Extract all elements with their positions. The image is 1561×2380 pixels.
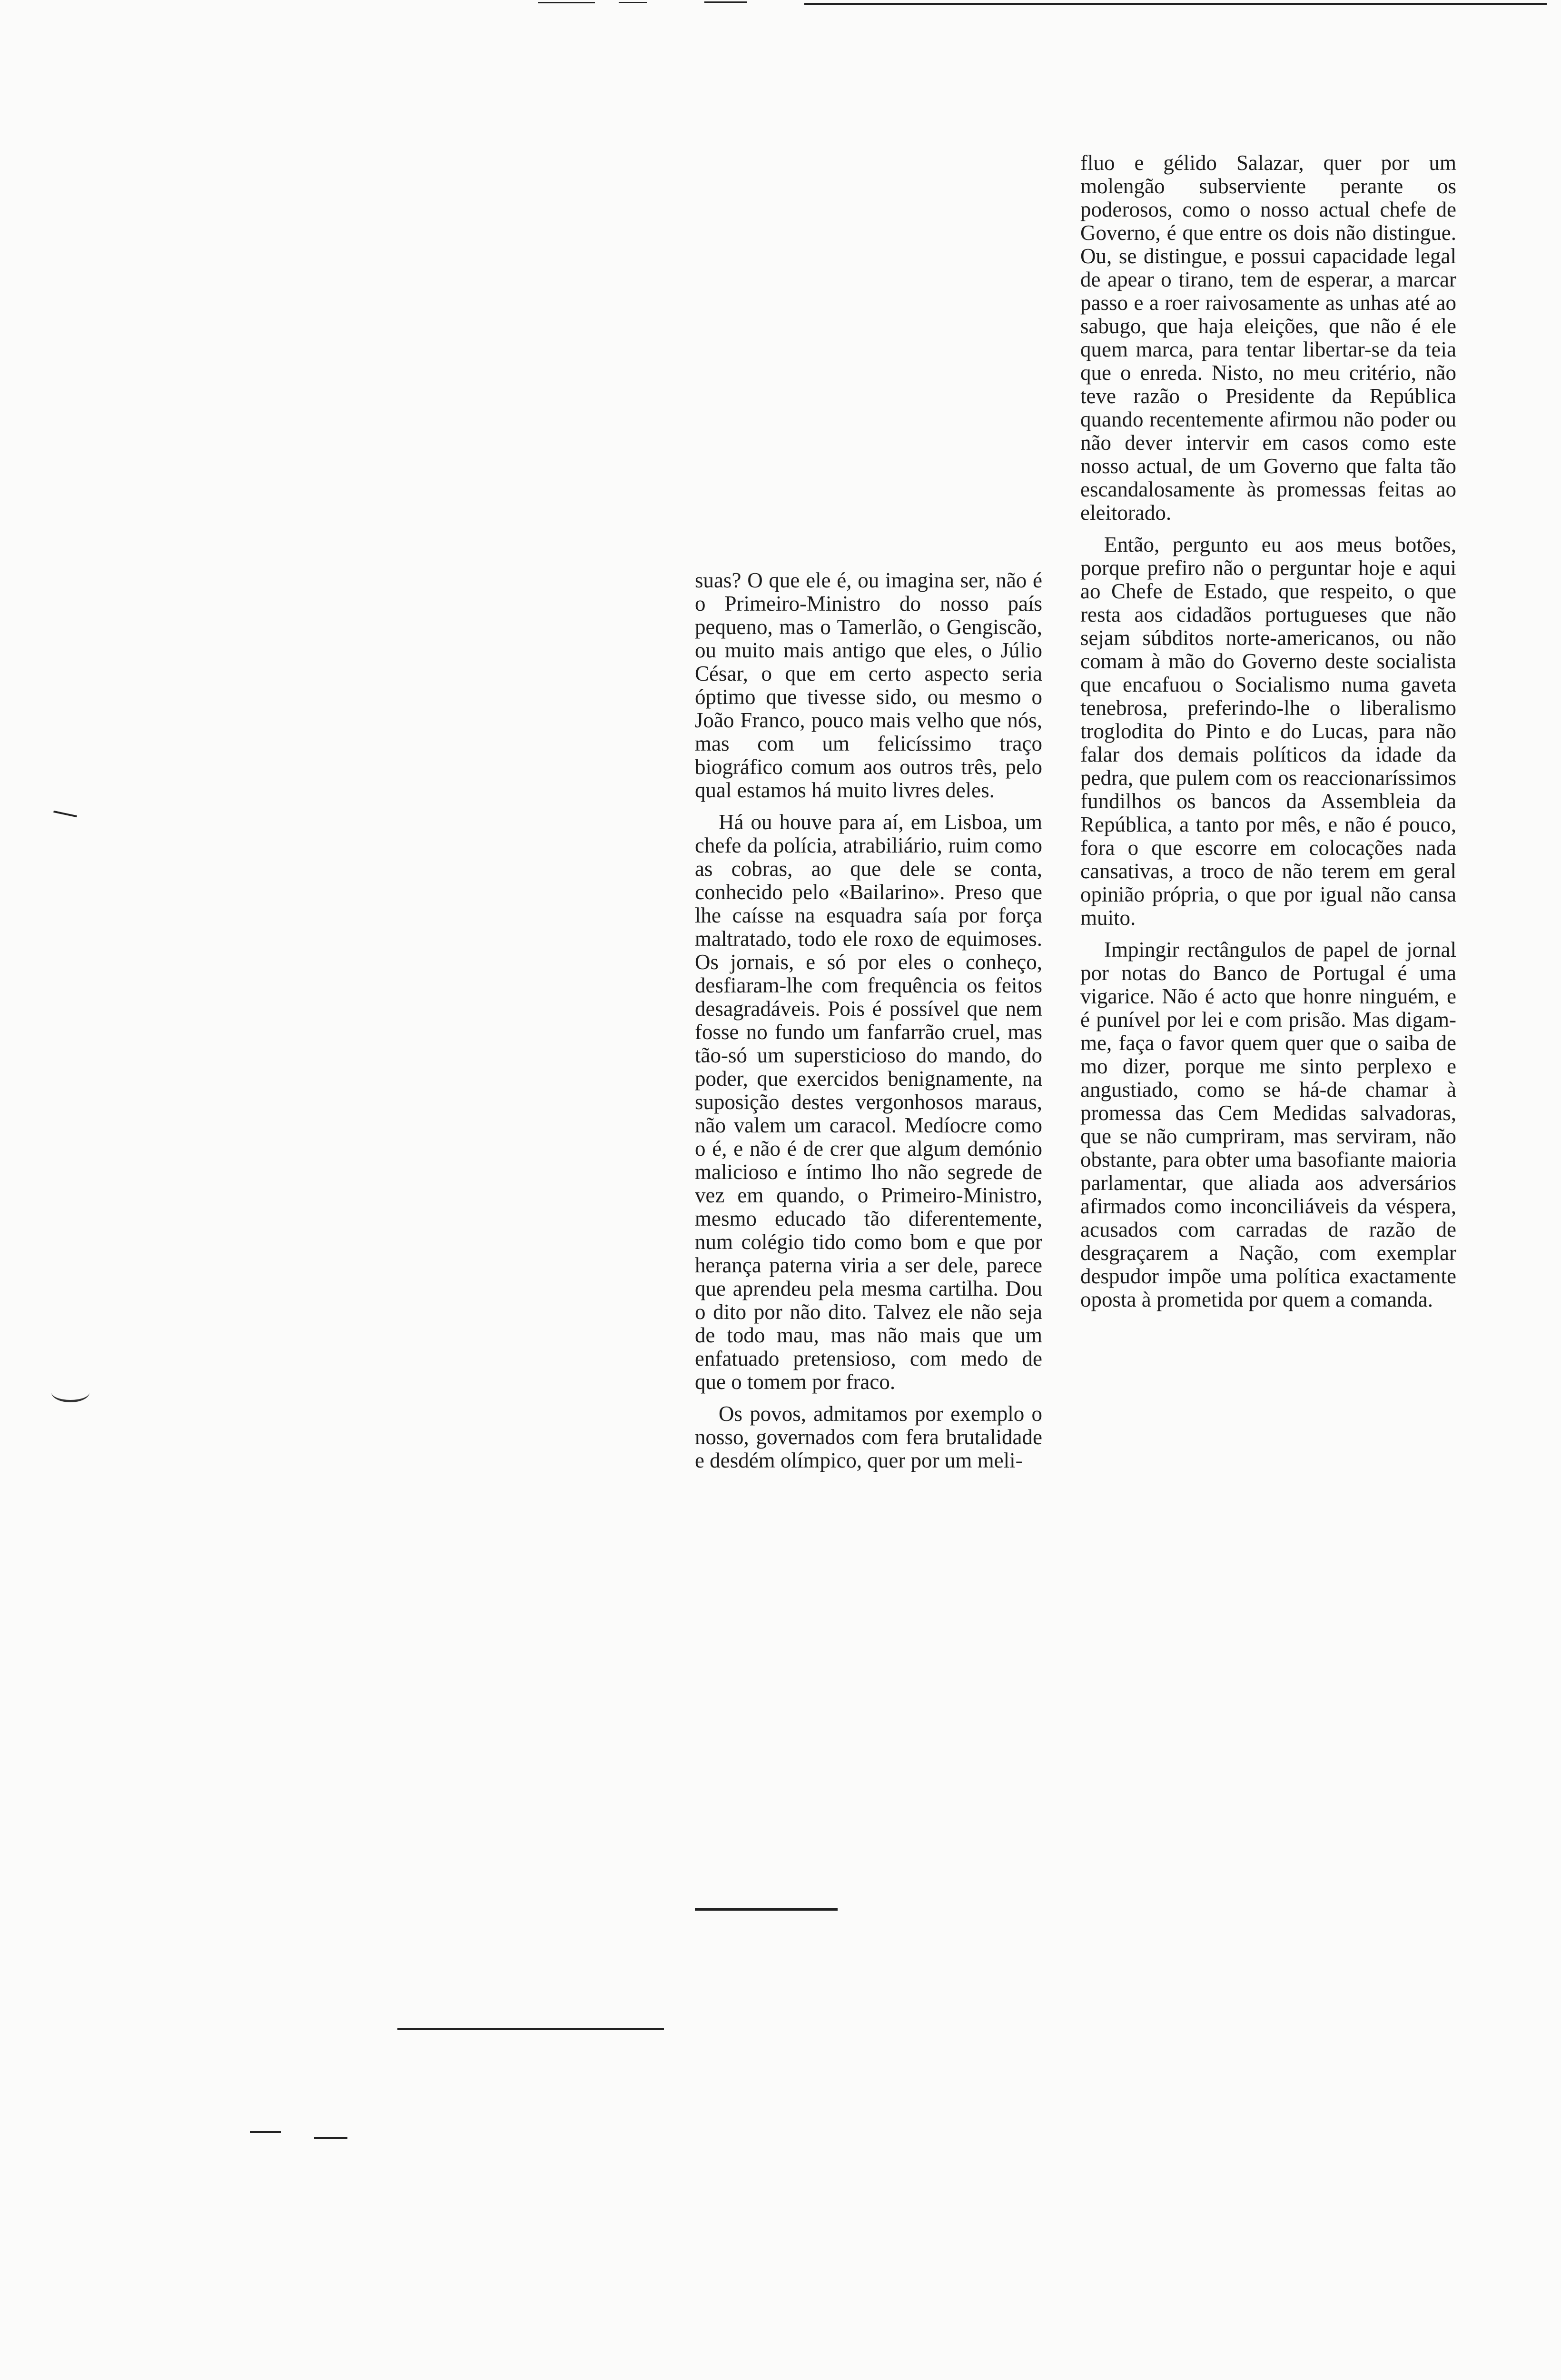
column-end-rule bbox=[695, 1908, 838, 1911]
bottom-scan-dash-1 bbox=[250, 2131, 281, 2133]
article-column-left bbox=[695, 569, 1042, 1472]
article-column-right bbox=[1080, 151, 1456, 1311]
margin-curve-mark bbox=[51, 1383, 89, 1402]
top-scan-line-1 bbox=[538, 2, 595, 3]
paragraph: Os povos, admitamos por exemplo o nosso, governados com fera brutalidade e desdém olímpico, quer por um meli- bbox=[695, 1402, 1042, 1472]
paragraph: Então, pergunto eu aos meus botões, porque prefiro não o perguntar hoje e aqui ao Chefe de Estado, que respeito, o que resta aos cidadãos portugueses que não sejam súbditos norte-americanos, ou não comam à mão do Governo deste socialista que encafuou o Socialismo numa gaveta tenebrosa, preferindo-lhe o liberalismo troglodita do Pinto e do Lucas, para não falar dos demais políticos da idade da pedra, que pulem com os reaccionaríssimos fundilhos os bancos da Assembleia da República, a tanto por mês, e não é pouco, fora o que escorre em colocações nada cansativas, a troco de não terem em geral opinião própria, o que por igual não cansa muito. bbox=[1080, 533, 1456, 930]
margin-tick-mark bbox=[53, 811, 77, 817]
paragraph: suas? O que ele é, ou imagina ser, não é o Primeiro-Ministro do nosso país pequeno, mas o Tamerlão, o Gengiscão, ou muito mais antigo que eles, o Júlio César, o que em certo aspecto seria óptimo que tivesse sido, ou mesmo o João Franco, pouco mais velho que nós, mas com um felicíssimo traço biográfico comum aos outros três, pelo qual estamos há muito livres deles. bbox=[695, 568, 1042, 802]
paragraph: Há ou houve para aí, em Lisboa, um chefe da polícia, atrabiliário, ruim como as cobras, ao que dele se conta, conhecido pelo «Bailarino». Preso que lhe caísse na esquadra saía por força maltratado, todo ele roxo de equimoses. Os jornais, e só por eles o conheço, desfiaram-lhe com frequência os feitos desagradáveis. Pois é possível que nem fosse no fundo um fanfarrão cruel, mas tão-só um supersticioso do mando, do poder, que exercidos benignamente, na suposição destes vergonhosos maraus, não valem um caracol. Medíocre como o é, e não é de crer que algum demónio malicioso e íntimo lho não segrede de vez em quando, o Primeiro-Ministro, mesmo educado tão diferentemente, num colégio tido como bom e que por herança paterna viria a ser dele, parece que aprendeu pela mesma cartilha. Dou o dito por não dito. Talvez ele não seja de todo mau, mas não mais que um enfatuado pretensioso, com medo de que o tomem por fraco. bbox=[695, 810, 1042, 1394]
paragraph: Impingir rectângulos de papel de jornal por notas do Banco de Portugal é uma vigarice. Não é acto que honre ninguém, e é punível por lei e com prisão. Mas digam-me, faça o favor quem quer que o saiba de mo dizer, porque me sinto perplexo e angustiado, como se há-de chamar à promessa das Cem Medidas salvadoras, que se não cumpriram, mas serviram, não obstante, para obter uma basofiante maioria parlamentar, que aliada aos adversários afirmados como inconciliáveis da véspera, acusados com carradas de razão de desgraçarem a Nação, com exemplar despudor impõe uma política exactamente oposta à prometida por quem a comanda. bbox=[1080, 938, 1456, 1311]
top-scan-line-2 bbox=[619, 2, 647, 3]
top-scan-line-3 bbox=[704, 1, 747, 3]
bottom-scan-dash-2 bbox=[314, 2137, 347, 2139]
top-scan-line-4 bbox=[804, 3, 1547, 5]
paragraph: fluo e gélido Salazar, quer por um molengão subserviente perante os poderosos, como o nosso actual chefe de Governo, é que entre os dois não distingue. Ou, se distingue, e possui capacidade legal de apear o tirano, tem de esperar, a marcar passo e a roer raivosamente as unhas até ao sabugo, que haja eleições, que não é ele quem marca, para tentar libertar-se da teia que o enreda. Nisto, no meu critério, não teve razão o Presidente da República quando recentemente afirmou não poder ou não dever intervir em casos como este nosso actual, de um Governo que falta tão escandalosamente às promessas feitas ao eleitorado. bbox=[1080, 151, 1456, 525]
clipping-edge-line-3 bbox=[397, 2028, 664, 2030]
